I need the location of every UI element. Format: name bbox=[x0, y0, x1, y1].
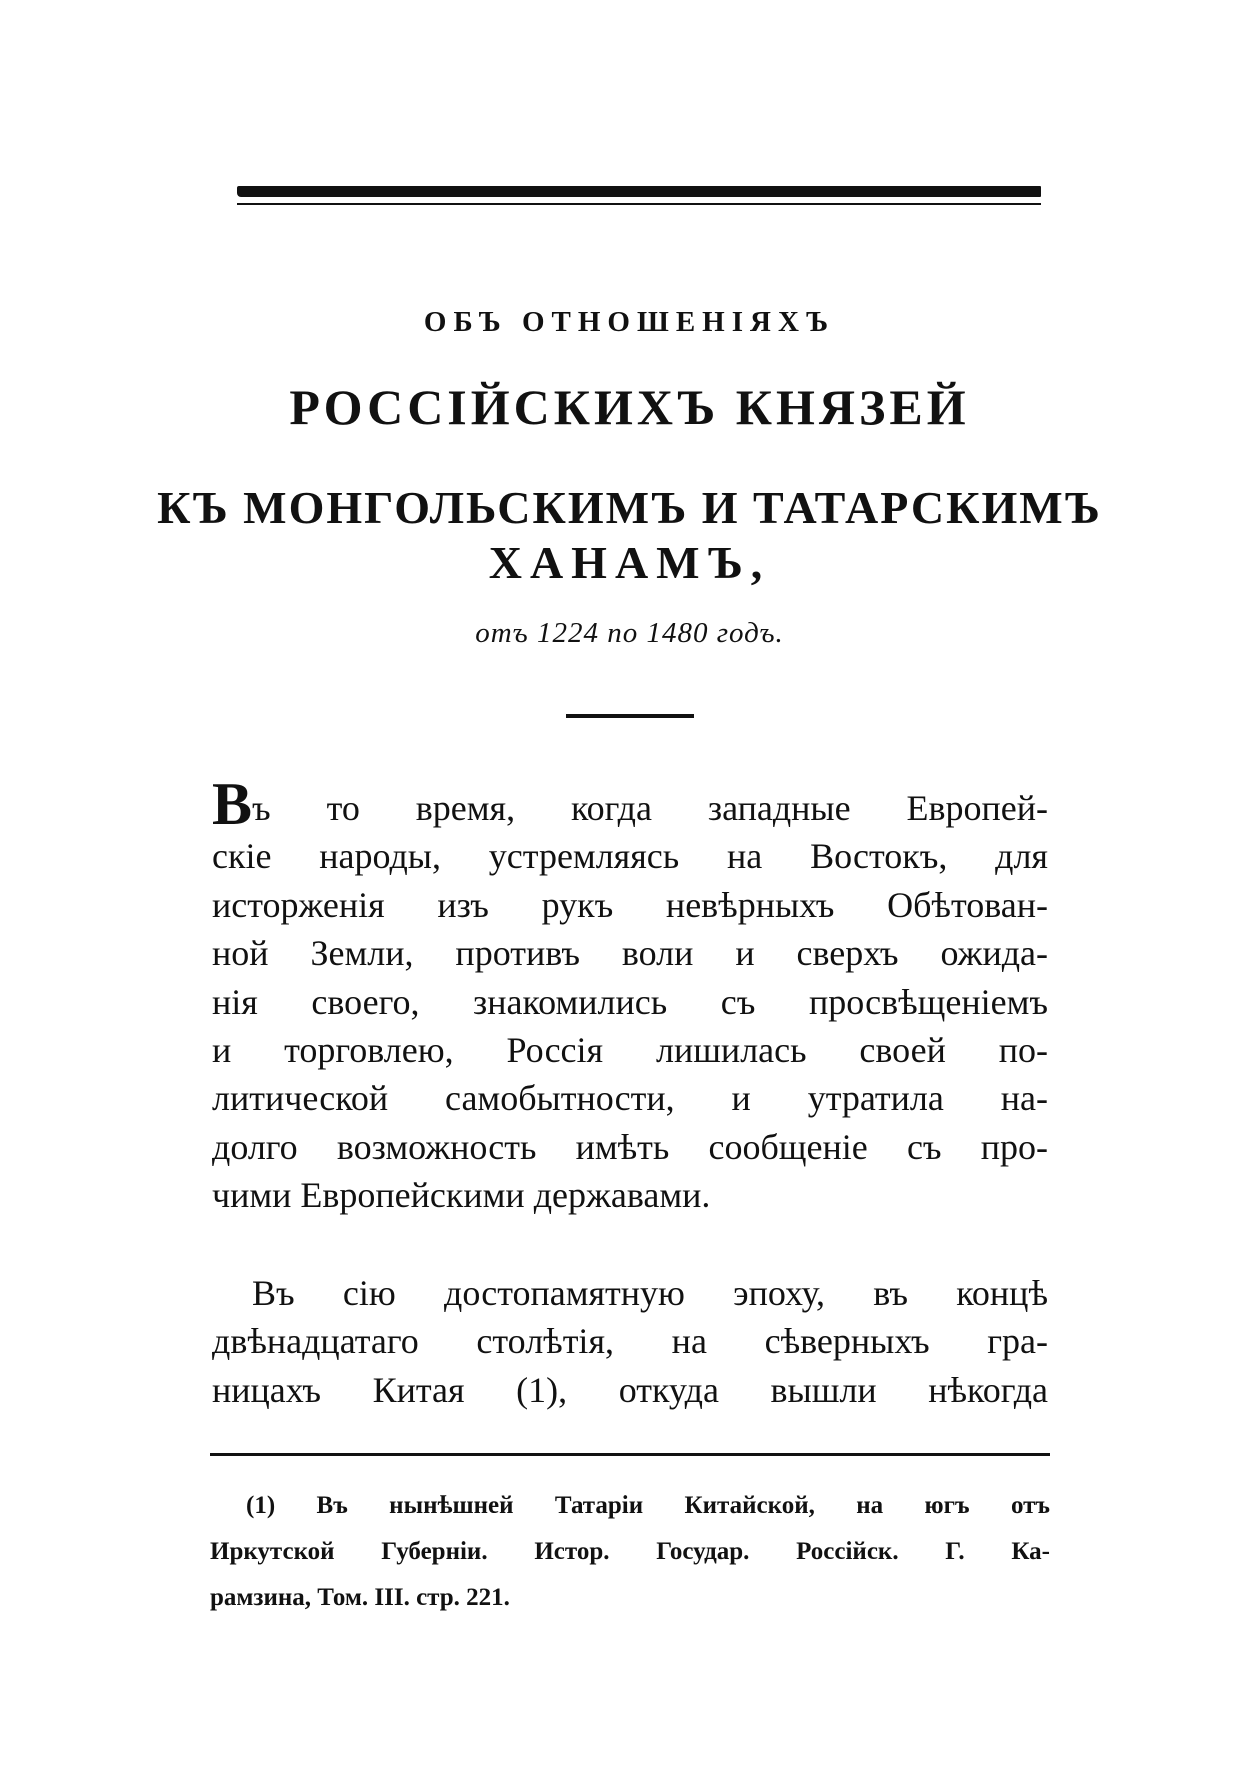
footnote-separator-rule bbox=[210, 1453, 1050, 1456]
paragraph-line: ной Земли, противъ воли и сверхъ ожида- bbox=[212, 933, 1048, 974]
paragraph-line: исторженія изъ рукъ невѣрныхъ Обѣтован- bbox=[212, 884, 1048, 925]
section-divider-rule bbox=[566, 714, 694, 718]
paragraph-line: скіе народы, устремляясь на Востокъ, для bbox=[212, 836, 1048, 877]
paragraph-line: чими Европейскими державами. bbox=[212, 1175, 711, 1216]
title-line-1: ОБЪ ОТНОШЕНІЯХЪ bbox=[423, 306, 836, 338]
paragraph-1 bbox=[212, 784, 1048, 1220]
title-line-2: РОССІЙСКИХЪ КНЯЗЕЙ bbox=[289, 379, 970, 435]
paragraph-line: ницахъ Китая (1), откуда вышли нѣкогда bbox=[212, 1369, 1048, 1410]
footnote-line: рамзина, Том. III. стр. 221. bbox=[210, 1584, 510, 1611]
title-line-4: ХАНАМЪ, bbox=[488, 537, 771, 588]
paragraph-line: Въ сію достопамятную эпоху, въ концѣ bbox=[252, 1273, 1048, 1313]
paragraph-line-text: ъ то время, когда западные Европей- bbox=[252, 788, 1048, 828]
paragraph-line: и торговлею, Россія лишилась своей по- bbox=[212, 1029, 1048, 1070]
paragraph-line: литической самобытности, и утратила на- bbox=[212, 1078, 1048, 1119]
paragraph-line: долго возможность имѣть сообщеніе съ про- bbox=[212, 1126, 1048, 1167]
footnote-line: Иркутской Губерніи. Истор. Государ. Россійск. Г. Ка- bbox=[210, 1538, 1050, 1565]
paragraph-line: нія своего, знакомились съ просвѣщеніемъ bbox=[212, 981, 1048, 1022]
top-decorative-rule bbox=[237, 186, 1041, 197]
footnote bbox=[210, 1483, 1050, 1621]
dropcap-letter: В bbox=[212, 784, 253, 833]
paragraph-line bbox=[212, 784, 1048, 832]
subtitle-date-range: отъ 1224 по 1480 годъ. bbox=[475, 617, 784, 649]
footnote-line: (1) Въ нынѣшней Татаріи Китайской, на югъ отъ bbox=[246, 1492, 1050, 1519]
title-line-3: КЪ МОНГОЛЬСКИМЪ И ТАТАРСКИМЪ bbox=[157, 482, 1102, 533]
top-thin-rule bbox=[237, 203, 1041, 205]
paragraph-line: двѣнадцатаго столѣтія, на сѣверныхъ гра- bbox=[212, 1321, 1048, 1362]
paragraph-2 bbox=[212, 1269, 1048, 1414]
